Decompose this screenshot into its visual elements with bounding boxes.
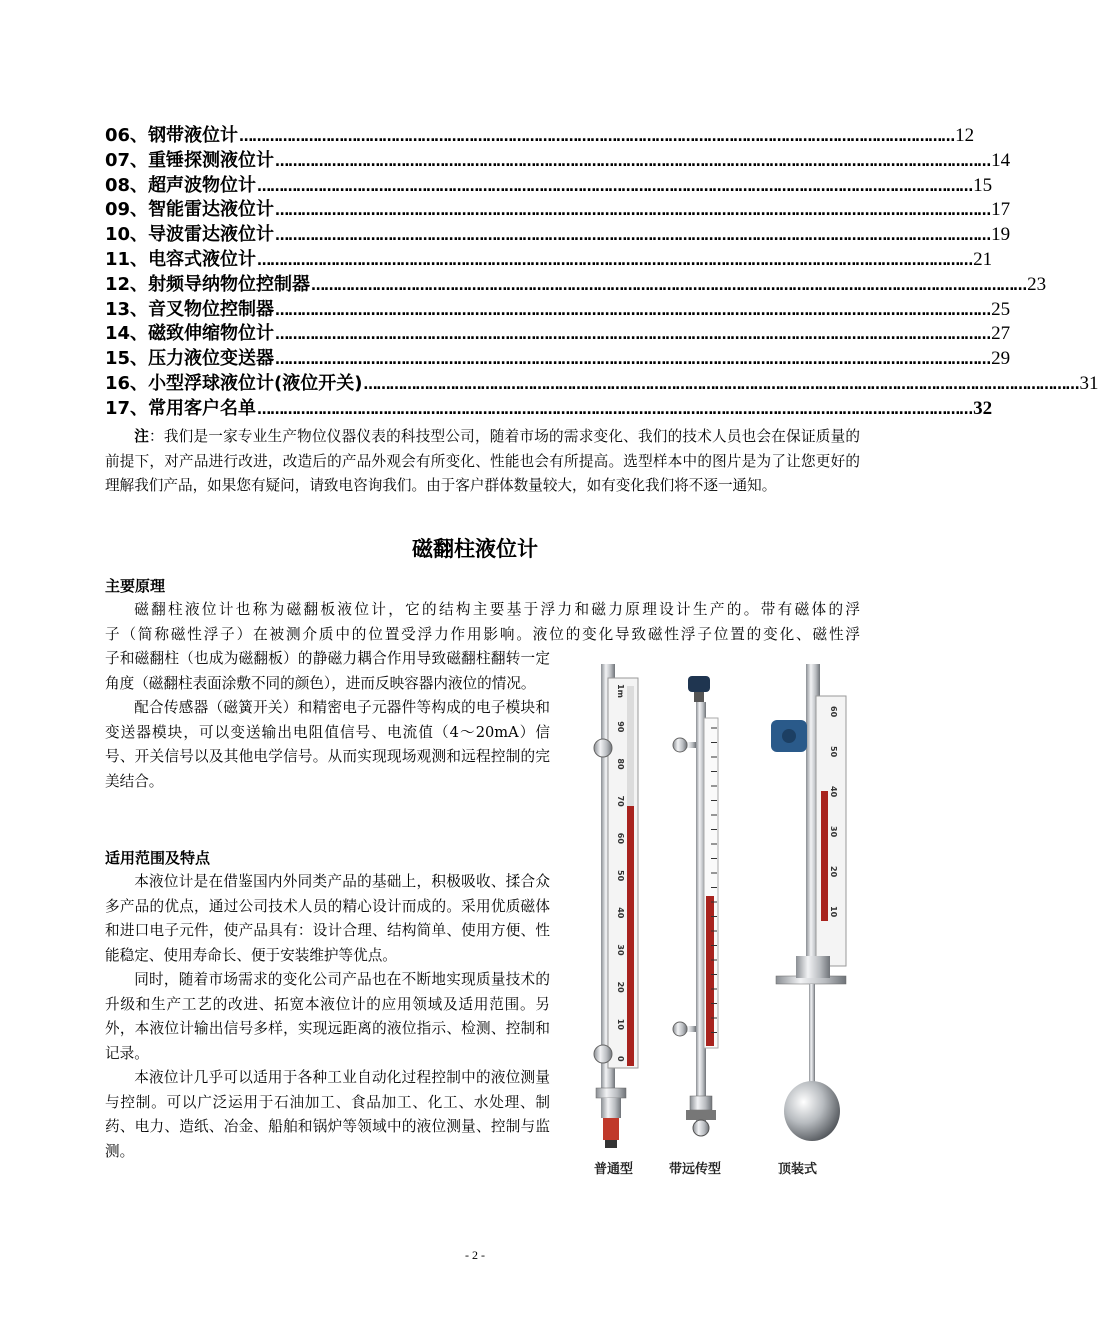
toc-entry-number: 16、	[105, 372, 149, 394]
standard-gauge-scale-label: 60	[616, 832, 625, 844]
top-mounted-gauge-scale-label: 20	[829, 866, 838, 878]
scope-text	[105, 870, 550, 1164]
page-title: 磁翻柱液位计	[412, 537, 538, 561]
toc-entry[interactable]	[105, 124, 975, 149]
toc-entry-title: 智能雷达液位计	[148, 199, 275, 221]
scope-paragraph-3: 本液位计几乎可以适用于各种工业自动化过程控制中的液位测量与控制。可以广泛运用于石油加工、食品加工、化工、水处理、制药、电力、造纸、冶金、船舶和锅炉等领域中的液位测量、控制与监测。	[105, 1069, 550, 1160]
page-number: - 2 -	[465, 1248, 485, 1262]
toc-entry-page: 29	[991, 348, 1011, 370]
toc-entry[interactable]	[105, 149, 1011, 174]
toc-entry-title: 导波雷达液位计	[148, 224, 275, 246]
toc-entry[interactable]	[105, 322, 1011, 347]
toc-leader-dots: …………………………………………………………………………………………………………………………………………………	[363, 376, 1079, 393]
toc-entry[interactable]	[105, 372, 1099, 397]
toc-entry-number: 08、	[105, 174, 149, 196]
top-mounted-gauge-icon	[771, 664, 846, 1141]
standard-gauge-scale-label: 80	[616, 758, 625, 770]
toc-entry-number: 13、	[105, 298, 149, 320]
note-label: 注	[134, 428, 150, 445]
principle-paragraph-2: 配合传感器（磁簧开关）和精密电子元器件等构成的电子模块和变送器模块，可以变送输出电阻值信号、电流值（4～20mA）信号、开关信号以及其他电学信号。从而实现现场观测和远程控制的完美结合。	[105, 699, 550, 790]
standard-gauge-scale-label: 0	[616, 1056, 625, 1062]
toc-entry-number: 09、	[105, 199, 149, 221]
toc-entry[interactable]	[105, 273, 1047, 298]
top-mounted-gauge-scale-label: 10	[829, 906, 838, 918]
standard-gauge-icon	[594, 664, 638, 1148]
toc-entry-number: 07、	[105, 149, 149, 171]
standard-gauge-scale-label: 70	[616, 795, 625, 807]
toc-entry[interactable]	[105, 174, 993, 199]
toc-entry-number: 10、	[105, 224, 149, 246]
table-of-contents	[105, 124, 1099, 422]
toc-leader-dots: …………………………………………………………………………………………………………………………………………………	[257, 178, 973, 195]
toc-entry-title: 钢带液位计	[148, 125, 239, 146]
scope-heading: 适用范围及特点	[105, 849, 211, 867]
toc-leader-dots: …………………………………………………………………………………………………………………………………………………	[257, 252, 973, 269]
principle-heading: 主要原理	[105, 577, 166, 595]
standard-gauge-scale-label: 50	[616, 870, 625, 882]
toc-entry-number: 06、	[105, 125, 149, 146]
toc-leader-dots: …………………………………………………………………………………………………………………………………………………	[275, 327, 991, 344]
toc-entry-page: 27	[991, 323, 1011, 345]
scope-paragraph-2: 同时，随着市场需求的变化公司产品也在不断地实现质量技术的升级和生产工艺的改进、拓宽本液位计的应用领域及适用范围。另外，本液位计输出信号多样，实现远距离的液位指示、检测、控制和记录。	[105, 971, 550, 1062]
toc-leader-dots: …………………………………………………………………………………………………………………………………………………	[275, 302, 991, 319]
toc-leader-dots: …………………………………………………………………………………………………………………………………………………	[257, 401, 973, 418]
product-photo-figure	[566, 656, 866, 1184]
principle-line-2: 子（简称磁性浮子）在被测介质中的位置受浮力作用影响。液位的变化导致磁性浮子位置的变化、磁性浮	[105, 625, 860, 643]
toc-entry-page: 19	[991, 224, 1011, 246]
top-mounted-gauge-scale-label: 30	[829, 826, 838, 838]
principle-paragraph-1-rest: 子和磁翻柱（也成为磁翻板）的静磁力耦合作用导致磁翻柱翻转一定角度（磁翻柱表面涂敷不同的颜色），进而反映容器内液位的情况。	[105, 650, 550, 692]
toc-leader-dots: …………………………………………………………………………………………………………………………………………………	[311, 277, 1027, 294]
principle-line-1: 磁翻柱液位计也称为磁翻板液位计，它的结构主要基于浮力和磁力原理设计生产的。带有磁体的浮	[134, 601, 860, 618]
toc-entry-page: 15	[973, 174, 993, 196]
toc-entry-title: 音叉物位控制器	[148, 298, 275, 320]
standard-gauge-scale-label: 30	[616, 944, 625, 956]
toc-entry[interactable]	[105, 298, 1011, 323]
toc-entry-title: 射频导纳物位控制器	[148, 273, 311, 295]
toc-entry-page: 31	[1079, 372, 1099, 394]
toc-entry-number: 14、	[105, 323, 149, 345]
caption-standard: 普通型	[594, 1162, 634, 1177]
note-text: ：我们是一家专业生产物位仪器仪表的科技型公司，随着市场的需求变化、我们的技术人员也会在保证质量的前提下，对产品进行改进，改造后的产品外观会有所变化、性能也会有所提高。选型样本中的图片是为了让您更好的理解我们产品，如果您有疑问，请致电咨询我们。由于客户群体数量较大，如有变化我们将不逐一通知。	[105, 428, 860, 494]
level-gauge-illustration	[566, 656, 866, 1184]
toc-entry-number: 12、	[105, 273, 149, 295]
toc-leader-dots: …………………………………………………………………………………………………………………………………………………	[275, 352, 991, 369]
standard-gauge-scale-label: 90	[616, 721, 625, 733]
standard-gauge-scale-label: 40	[616, 907, 625, 919]
toc-entry-page: 17	[991, 199, 1011, 221]
toc-entry[interactable]	[105, 248, 993, 273]
scope-paragraph-1: 本液位计是在借鉴国内外同类产品的基础上，积极吸收、揉合众多产品的优点，通过公司技术人员的精心设计而成的。采用优质磁体和进口电子元件，使产品具有：设计合理、结构简单、使用方便、性能稳定、使用寿命长、便于安装维护等优点。	[105, 873, 550, 964]
toc-entry[interactable]	[105, 397, 993, 422]
standard-gauge-scale-label: 1m	[616, 684, 625, 698]
toc-entry[interactable]	[105, 223, 1011, 248]
caption-transmitter: 带远传型	[669, 1162, 722, 1177]
top-mounted-gauge-scale-label: 60	[829, 706, 838, 718]
standard-gauge-scale-label: 10	[616, 1018, 625, 1030]
toc-entry[interactable]	[105, 198, 1011, 223]
top-mounted-gauge-scale-label: 40	[829, 786, 838, 798]
toc-entry-page: 21	[973, 248, 993, 270]
toc-entry-number: 17、	[105, 397, 149, 419]
toc-entry-page: 32	[973, 397, 993, 419]
toc-leader-dots: …………………………………………………………………………………………………………………………………………………	[275, 153, 991, 170]
toc-entry-title: 电容式液位计	[148, 248, 257, 270]
transmitter-gauge-icon	[673, 676, 718, 1136]
top-mounted-gauge-scale-label: 50	[829, 746, 838, 758]
toc-entry-page: 14	[991, 149, 1011, 171]
caption-top-mounted: 顶装式	[778, 1162, 818, 1177]
principle-column-text	[105, 647, 550, 794]
toc-entry[interactable]	[105, 347, 1011, 372]
toc-leader-dots: …………………………………………………………………………………………………………………………………………………	[239, 129, 955, 145]
toc-entry-page: 12	[955, 125, 975, 146]
toc-entry-title: 压力液位变送器	[148, 348, 275, 370]
toc-entry-title: 重锤探测液位计	[148, 149, 275, 171]
toc-leader-dots: …………………………………………………………………………………………………………………………………………………	[275, 203, 991, 220]
toc-entry-title: 超声波物位计	[148, 174, 257, 196]
toc-entry-title: 磁致伸缩物位计	[148, 323, 275, 345]
toc-leader-dots: …………………………………………………………………………………………………………………………………………………	[275, 228, 991, 245]
toc-entry-title: 小型浮球液位计(液位开关)	[148, 372, 363, 394]
toc-entry-number: 11、	[105, 248, 149, 270]
toc-entry-title: 常用客户名单	[148, 397, 257, 419]
standard-gauge-scale-label: 20	[616, 981, 625, 993]
note-paragraph	[105, 425, 860, 499]
toc-entry-page: 25	[991, 298, 1011, 320]
toc-entry-number: 15、	[105, 348, 149, 370]
toc-entry-page: 23	[1027, 273, 1047, 295]
principle-full-width-text	[105, 598, 860, 647]
